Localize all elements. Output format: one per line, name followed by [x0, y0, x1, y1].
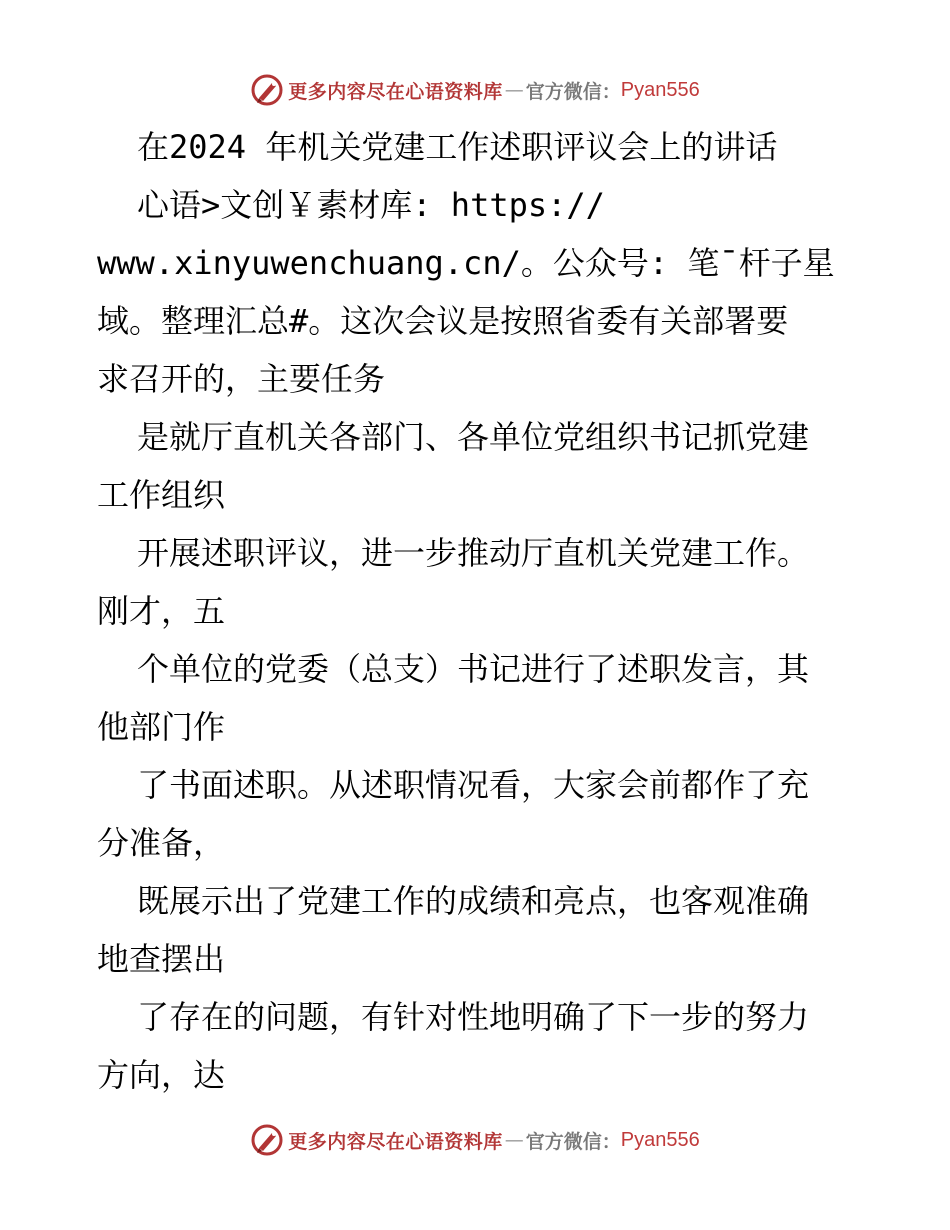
text-line: 是就厅直机关各部门、各单位党组织书记抓党建 [137, 418, 810, 456]
banner-official-label: 官方微信： [525, 80, 621, 103]
text-line: 方向，达 [97, 1056, 226, 1094]
banner-dash: — [504, 79, 524, 101]
text-line: 分准备， [97, 824, 226, 862]
pen-logo-icon [250, 73, 284, 107]
text-line: 了书面述职。从述职情况看，大家会前都作了充 [137, 766, 810, 804]
footer-banner [0, 1120, 950, 1160]
text-line: 工作组织 [97, 476, 226, 514]
text-line: 求召开的，主要任务 [97, 360, 386, 398]
document-body [97, 123, 857, 1109]
text-line: 个单位的党委（总支）书记进行了述职发言，其 [137, 650, 810, 688]
banner-dash: — [504, 1129, 524, 1151]
banner-brand-text: 更多内容尽在心语资料库 [288, 80, 503, 103]
banner-wechat-id: Pyan556 [620, 1128, 700, 1151]
header-banner [0, 70, 950, 110]
text-line: 既展示出了党建工作的成绩和亮点，也客观准确 [137, 882, 810, 920]
pen-logo-icon [250, 1123, 284, 1157]
banner-official-label: 官方微信： [525, 1130, 621, 1153]
document-title: 在2024 年机关党建工作述职评议会上的讲话 [137, 128, 778, 166]
text-line: www.xinyuwenchuang.cn/。公众号: 笔¯杆子星 [97, 244, 835, 282]
banner-wechat-id: Pyan556 [620, 78, 700, 101]
banner-brand-text: 更多内容尽在心语资料库 [288, 1130, 503, 1153]
text-line: 他部门作 [97, 708, 226, 746]
text-line: 地查摆出 [97, 940, 226, 978]
text-line: 了存在的问题，有针对性地明确了下一步的努力 [137, 998, 810, 1036]
text-line: 域。整理汇总#。这次会议是按照省委有关部署要 [97, 302, 789, 340]
text-line: 心语>文创￥素材库: https:// [137, 186, 605, 224]
text-line: 开展述职评议，进一步推动厅直机关党建工作。 [137, 534, 810, 572]
text-line: 刚才，五 [97, 592, 226, 630]
